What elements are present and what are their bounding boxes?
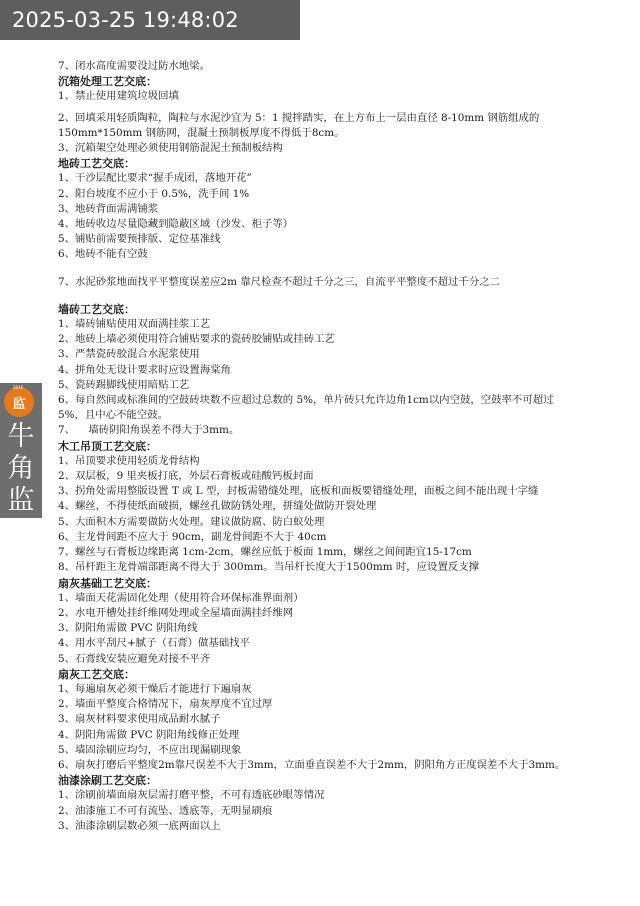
section-title-sink-box: 沉箱处理工艺交底： xyxy=(58,75,157,89)
list-item: 2、油漆施工不可有流坠、透底等，无明显刷痕 xyxy=(58,804,273,817)
watermark-char: 牛 xyxy=(7,421,35,452)
list-item: 6、每自然间或标准间的空鼓砖块数不应超过总数的 5%，单片砖只允许边角1cm以内空鼓，空鼓率不可超过 5%，且中心不能空鼓。 xyxy=(58,394,554,422)
list-item: 2、阳台坡度不应小于 0.5%，洗手间 1% xyxy=(58,187,250,200)
watermark-badge xyxy=(0,383,42,518)
list-item: 3、油漆涂刷层数必须一底两面以上 xyxy=(58,819,221,832)
watermark-char: 角 xyxy=(7,453,35,484)
list-item: 8、吊杆距主龙骨端部距离不得大于 300mm。当吊杆长度大于1500mm 时，应设置反支撑 xyxy=(58,561,480,574)
list-item: 1、干沙层配比要求“握手成团，落地开花” xyxy=(58,172,252,185)
list-item: 3、扇灰材料要求使用成品耐水腻子 xyxy=(58,713,221,726)
list-item: 7、螺丝与石膏板边缘距离 1cm-2cm，螺丝应低于板面 1mm，螺丝之间间距宜15-17cm xyxy=(58,546,472,559)
section-title-paint: 油漆涂刷工艺交底： xyxy=(58,774,157,788)
watermark-logo-text: 监 xyxy=(12,396,26,412)
list-item: 1、每遍扇灰必须干燥后才能进行下遍扇灰 xyxy=(58,682,252,695)
list-item: 6、扇灰打磨后平整度2m靠尺误差不大于3mm，立面垂直误差不大于2mm，阴阳角方正度误差不大于3mm。 xyxy=(58,758,566,771)
list-item: 1、吊顶要求使用轻质龙骨结构 xyxy=(58,454,200,467)
list-item: 4、螺丝，不得使纸面破损，螺丝孔做防锈处理，拼缝处做防开裂处理 xyxy=(58,500,377,513)
watermark-badge-year: 2016 xyxy=(13,385,24,390)
watermark-char: 监 xyxy=(7,485,35,516)
list-item: 3、拐角处需用整版设置 T 或 L 型，封板需错缝处理，底板和面板要错缝处理，面板之间不能出现十字缝 xyxy=(58,485,539,498)
list-item: 5、瓷砖踢脚线使用暗贴工艺 xyxy=(58,378,190,391)
list-item: 4、用水平刮尺+腻子（石膏）做基础找平 xyxy=(58,637,250,650)
timestamp-overlay: 2025-03-25 19:48:02 xyxy=(0,0,300,40)
list-item: 6、主龙骨间距不应大于 90cm，副龙骨间距不大于 40cm xyxy=(58,530,327,543)
list-item: 2、水电开槽处挂纤维网处理或全屋墙面满挂纤维网 xyxy=(58,606,294,619)
list-item: 7、水泥砂浆地面找平平整度误差应2m 靠尺检查不超过千分之三，自流平平整度不超过千分之二 xyxy=(58,275,500,288)
list-item: 3、严禁瓷砖胶混合水泥浆使用 xyxy=(58,348,200,361)
list-item: 3、地砖背面需满铺浆 xyxy=(58,202,159,215)
section-title-putty-base: 扇灰基础工艺交底： xyxy=(58,576,157,590)
list-item: 2、回填采用轻质陶粒，陶粒与水泥沙宜为 5：1 搅拌踏实，在上方布上一层由直径 8-10mm 钢筋组成的150mm*150mm 钢筋网，混凝土预制板厚度不得低于8cm。 xyxy=(58,111,540,139)
list-item: 5、大面积木方需要做防火处理。建议做防腐、防白蚁处理 xyxy=(58,515,325,528)
list-item: 1、墙面天花需固化处理（使用符合环保标准界面剂） xyxy=(58,591,304,604)
list-item: 2、双层板，9 里夹板打底，外层石膏板或硅酸钙板封面 xyxy=(58,470,314,483)
section-title-wall-tile: 墙砖工艺交底： xyxy=(58,302,135,316)
list-item: 2、地砖上墙必须使用符合铺贴要求的瓷砖胶铺贴或挂砖工艺 xyxy=(58,333,335,346)
list-item: 3、沉箱架空处理必须使用钢筋混泥土预制板结构 xyxy=(58,142,283,155)
list-item: 1、墙砖铺贴使用双面满挂浆工艺 xyxy=(58,318,211,331)
list-item: 5、石膏线安装应避免对接不平齐 xyxy=(58,652,211,665)
watermark-text xyxy=(4,421,38,517)
section-title-putty: 扇灰工艺交底： xyxy=(58,667,135,681)
list-item: 4、拼角处无设计要求时应设置海棠角 xyxy=(58,363,231,376)
list-item: 1、禁止使用建筑垃圾回填 xyxy=(58,90,179,103)
list-item: 4、阴阳角需做 PVC 阴阳角线修正处理 xyxy=(58,728,240,741)
intro-line: 7、闭水高度需要没过防水地梁。 xyxy=(58,60,211,72)
list-item: 7、 墙砖阴阳角误差不得大于3mm。 xyxy=(58,424,240,437)
watermark-logo-icon xyxy=(4,387,34,417)
list-item: 3、阴阳角需做 PVC 阴阳角线 xyxy=(58,622,198,635)
list-item: 6、地砖不能有空鼓 xyxy=(58,248,148,261)
document-body xyxy=(58,59,578,834)
list-item: 1、涂刷前墙面扇灰层需打磨平整，不可有透底砂眼等情况 xyxy=(58,789,325,802)
list-item: 5、铺贴前需要预排版、定位基准线 xyxy=(58,233,221,246)
list-item: 2、墙面平整度合格情况下，扇灰厚度不宜过厚 xyxy=(58,698,273,711)
list-item: 4、地砖收边尽量隐藏到隐蔽区域（沙发、柜子等） xyxy=(58,218,294,231)
section-title-ceiling: 木工吊顶工艺交底： xyxy=(58,439,157,453)
list-item: 5、墙固涂刷应均匀，不应出现漏刷现象 xyxy=(58,743,242,756)
section-title-floor-tile: 地砖工艺交底： xyxy=(58,157,135,171)
